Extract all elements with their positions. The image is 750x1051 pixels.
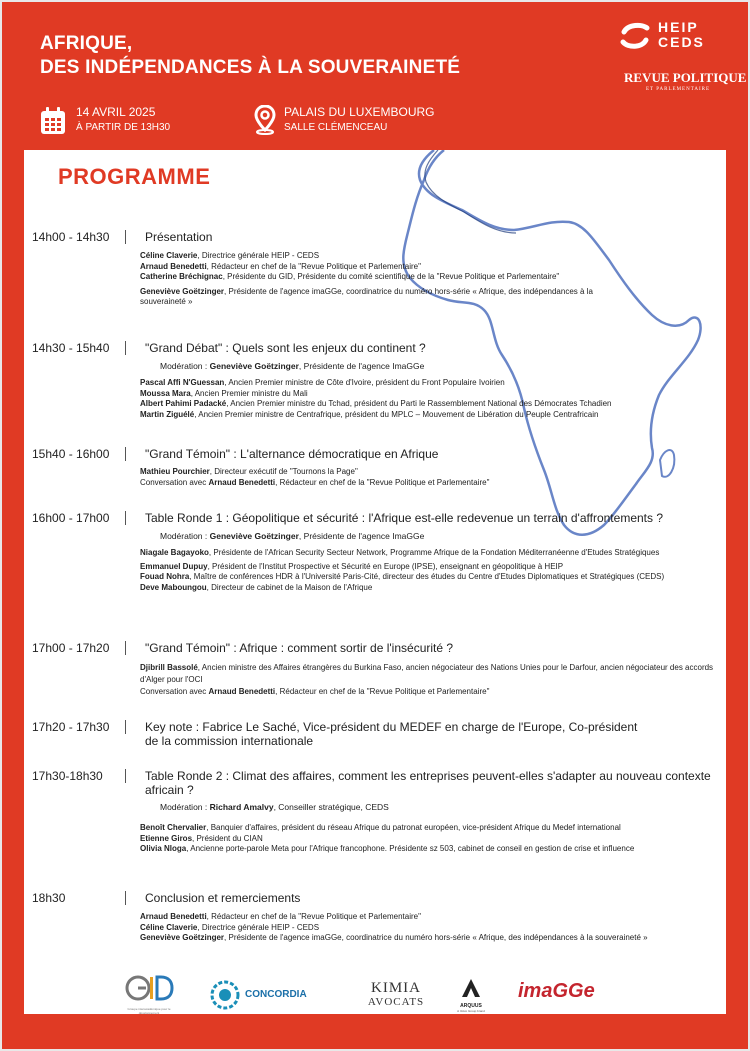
speaker: Albert Pahimi Padacké, Ancien Premier ministre du Tchad, président du Parti le Rassemblement National des Démocrates Tchadien xyxy=(140,399,612,408)
speaker: Geneviève Goëtzinger, Présidente de l'agence imaGGe, coordinatrice du numéro hors-série « Afrique, des indépendances à la souveraineté » xyxy=(140,933,648,942)
speaker: Deve Maboungou, Directeur de cabinet de la Maison de l'Afrique xyxy=(140,582,373,592)
speaker-list xyxy=(140,662,720,698)
moderation: Modération : Geneviève Goëtzinger, Présidente de l'agence ImaGGe xyxy=(160,531,425,541)
speaker: Catherine Bréchignac, Présidente du GID, Présidente du comité scientifique de la "Revue Politique et Parlementaire" xyxy=(140,272,560,281)
session-time: 18h30 xyxy=(32,891,66,905)
speaker: Conversation avec Arnaud Benedetti, Rédacteur en chef de la "Revue Politique et Parlementaire" xyxy=(140,477,490,487)
speaker: Olivia Nloga, Ancienne porte-parole Meta pour l'Afrique francophone. Présidente sz 503, cabinet de conseil en gestion de crise et influence xyxy=(140,844,635,853)
programme-panel xyxy=(24,150,726,1014)
session-title: Table Ronde 2 : Climat des affaires, comment les entreprises peuvent-elles s'adapter au nouveau contexte africain ? xyxy=(145,769,711,797)
speaker: Céline Claverie, Directrice générale HEIP - CEDS xyxy=(140,922,320,932)
speaker: Pascal Affi N'Guessan, Ancien Premier ministre de Côte d'Ivoire, président du Front Populaire Ivoirien xyxy=(140,378,505,387)
session-time: 14h30 - 15h40 xyxy=(32,341,110,355)
session-title: "Grand Témoin" : L'alternance démocratique en Afrique xyxy=(145,447,439,461)
speaker: Conversation avec Arnaud Benedetti, Rédacteur en chef de la "Revue Politique et Parlementaire" xyxy=(140,687,490,696)
speaker: Martin Ziguélé, Ancien Premier ministre de Centrafrique, président du MPLC – Mouvement de Libération du Peuple Centrafricain xyxy=(140,409,599,419)
imagge-logo: imaGGe xyxy=(518,980,595,1002)
speaker: Mathieu Pourchier, Directeur exécutif de "Tournons la Page" xyxy=(140,467,358,476)
revue-politique-logo: REVUE POLITIQUE ET PARLEMENTAIRE xyxy=(624,70,747,92)
event-poster: AFRIQUE, DES INDÉPENDANCES À LA SOUVERAINETÉ HEIP CEDS REVUE POLITIQUE ET PARLEMENTAIRE 14 AVRIL 2025 À PARTIR DE 13H30 PALAIS DU LUXEMBOURG SALLE CLÉMENCEAU PROGRAMME 14h00 - 14h30 Présentation Céline Claverie, Directrice générale HEIP - CEDS Arnaud Benedetti, Rédacteur en chef de la "Revue Politique et Parlementaire" Catherine Bréchignac, Présidente du GID, Présidente du comité scientifique de la "Revue Politique et Parlementaire" Geneviève Goëtzinger, Présidente de l'agence imaGGe, coordinatrice du numéro hors-série « Afrique, des indépendances à la souveraineté » 14h30 - 15h40 "Grand Débat" : Quels sont les enjeux du continent ? Modération : Geneviève Goëtzinger, Présidente de l'agence ImaGGe Pascal Affi N'Guessan, Ancien Premier ministre de Côte d'Ivoire, président du Front Populaire Ivoirien Moussa Mara, Ancien Premier ministre du Mali Albert Pahimi Padacké, Ancien Premier ministre du Tchad, président du Parti le Rassemblement National des Démocrates Tchadien Martin Ziguélé, Ancien Premier ministre de Centrafrique, président du MPLC – Mouvement de Libération du Peuple Centrafricain 15h40 - 16h00 "Grand Témoin" : L'alternance démocratique en Afrique Mathieu Pourchier, Directeur exécutif de "Tournons la Page" Conversation avec Arnaud Benedetti, Rédacteur en chef de la "Revue Politique et Parlementaire" 16h00 - 17h00 Table Ronde 1 : Géopolitique et sécurité : l'Afrique est-elle redevenue un terrain d'affrontements ? Modération : Geneviève Goëtzinger, Présidente de l'agence ImaGGe Niagale Bagayoko, Présidente de l'African Security Secteur Network, Programme Afrique de la Fondation Méditerranéenne d'Etudes Stratégiques Emmanuel Dupuy, Président de l'Institut Prospective et Sécurité en Europe (IPSE), enseignant en géopolitique à HEIP Fouad Nohra, Maître de conférences HDR à l'Université Paris-Cité, directeur des études du Centre d'Etudes Diplomatiques et Stratégiques (CEDS) Deve Maboungou, Directeur de cabinet de la Maison de l'Afrique 17h00 - 17h20 "Grand Témoin" : Afrique : comment sortir de l'insécurité ? Djibrill Bassolé, Ancien ministre des Affaires étrangères du Burkina Faso, ancien négociateur des Nations Unies pour le Darfour, ancien négociateur des accords d'Alger pour l'OCI Conversation avec Arnaud Benedetti, Rédacteur en chef de la "Revue Politique et Parlementaire" 17h20 - 17h30 Key note : Fabrice Le Saché, Vice-président du MEDEF en charge de l'Europe, Co-président de la commission internationale 17h30-18h30 Table Ronde 2 : Climat des affaires, comment les entreprises peuvent-elles s'adapter au nouveau contexte africain ? Modération : Richard Amalvy, Conseiller stratégique, CEDS Benoît Chervalier, Banquier d'affaires, président du réseau Afrique du patronat européen, vice-président Afrique du Medef international Etienne Giros, Président du CIAN Olivia Nloga, Ancienne porte-parole Meta pour l'Afrique francophone. Présidente sz 503, cabinet de conseil en gestion de crise et influence 18h30 Conclusion et remerciements Arnaud Benedetti, Rédacteur en chef de la "Revue Politique et Parlementaire" Céline Claverie, Directrice générale HEIP - CEDS Geneviève Goëtzinger, Présidente de l'agence imaGGe, coordinatrice du numéro hors-série « Afrique, des indépendances à la souveraineté » Groupe interacadémique pour le développement CONCORDIA KIMIA AVOCATS ARQUUS A Volvo Group brand imaGGe xyxy=(2,2,748,1049)
speaker: Fouad Nohra, Maître de conférences HDR à l'Université Paris-Cité, directeur des études du Centre d'Etudes Diplomatiques et Stratégiques (CEDS) xyxy=(140,572,665,581)
speaker-list xyxy=(140,467,720,488)
speaker-list xyxy=(140,378,720,420)
session-title: "Grand Débat" : Quels sont les enjeux du continent ? xyxy=(145,341,426,355)
speaker: Benoît Chervalier, Banquier d'affaires, président du réseau Afrique du patronat européen, vice-président Afrique du Medef international xyxy=(140,823,621,832)
gid-logo: Groupe interacadémique pour le développement xyxy=(124,972,184,1016)
speaker: Arnaud Benedetti, Rédacteur en chef de la "Revue Politique et Parlementaire" xyxy=(140,912,421,921)
calendar-icon xyxy=(40,107,66,135)
speaker: Djibrill Bassolé, Ancien ministre des Affaires étrangères du Burkina Faso, ancien négociateur des Nations Unies pour le Darfour, ancien négociateur des accords d'Alger pour l'OCI xyxy=(140,663,714,684)
speaker: Etienne Giros, Président du CIAN xyxy=(140,833,263,843)
session-title: "Grand Témoin" : Afrique : comment sortir de l'insécurité ? xyxy=(145,641,454,655)
arquus-logo: ARQUUS A Volvo Group brand xyxy=(454,978,488,1013)
speaker-list xyxy=(140,548,720,593)
speaker-list xyxy=(140,823,720,855)
gid-logo-icon xyxy=(124,972,174,1006)
speaker-list xyxy=(140,912,720,944)
speaker: Arnaud Benedetti, Rédacteur en chef de la "Revue Politique et Parlementaire" xyxy=(140,261,421,271)
moderation: Modération : Richard Amalvy, Conseiller stratégique, CEDS xyxy=(160,802,389,812)
concordia-logo-icon xyxy=(208,980,242,1010)
speaker: Céline Claverie, Directrice générale HEIP - CEDS xyxy=(140,251,320,260)
session-title: Conclusion et remerciements xyxy=(145,891,301,905)
heip-logo-icon xyxy=(620,22,650,50)
session-time: 17h20 - 17h30 xyxy=(32,720,110,734)
speaker: Emmanuel Dupuy, Président de l'Institut Prospective et Sécurité en Europe (IPSE), enseignant en géopolitique à HEIP xyxy=(140,561,564,571)
kimia-avocats-logo: KIMIA AVOCATS xyxy=(367,980,425,1008)
session-time: 14h00 - 14h30 xyxy=(32,230,110,244)
session-time: 16h00 - 17h00 xyxy=(32,511,110,525)
location-pin-icon xyxy=(254,105,276,135)
programme-title: PROGRAMME xyxy=(58,164,211,189)
partner-logos: Groupe interacadémique pour le développement CONCORDIA KIMIA AVOCATS ARQUUS A Volvo Group brand imaGGe xyxy=(24,968,726,1012)
heip-ceds-logo: HEIP CEDS xyxy=(620,20,730,52)
speaker: Moussa Mara, Ancien Premier ministre du Mali xyxy=(140,388,308,398)
session-time: 15h40 - 16h00 xyxy=(32,447,110,461)
session-time: 17h00 - 17h20 xyxy=(32,641,110,655)
moderation: Modération : Geneviève Goëtzinger, Présidente de l'agence ImaGGe xyxy=(160,361,425,371)
speaker-list xyxy=(140,251,600,308)
speaker: Niagale Bagayoko, Présidente de l'African Security Secteur Network, Programme Afrique de la Fondation Méditerranéenne d'Etudes Stratégiques xyxy=(140,548,660,557)
session-title: Présentation xyxy=(145,230,213,244)
session-time: 17h30-18h30 xyxy=(32,769,103,783)
speaker: Geneviève Goëtzinger, Présidente de l'agence imaGGe, coordinatrice du numéro hors-série « Afrique, des indépendances à la souveraineté » xyxy=(140,286,593,306)
arquus-logo-icon xyxy=(461,978,481,998)
event-title: AFRIQUE, DES INDÉPENDANCES À LA SOUVERAINETÉ xyxy=(40,33,461,78)
session-title: Table Ronde 1 : Géopolitique et sécurité : l'Afrique est-elle redevenue un terrain d'affrontements ? xyxy=(145,511,664,525)
session-title: Key note : Fabrice Le Saché, Vice-président du MEDEF en charge de l'Europe, Co-président de la commission internationale xyxy=(145,720,638,748)
